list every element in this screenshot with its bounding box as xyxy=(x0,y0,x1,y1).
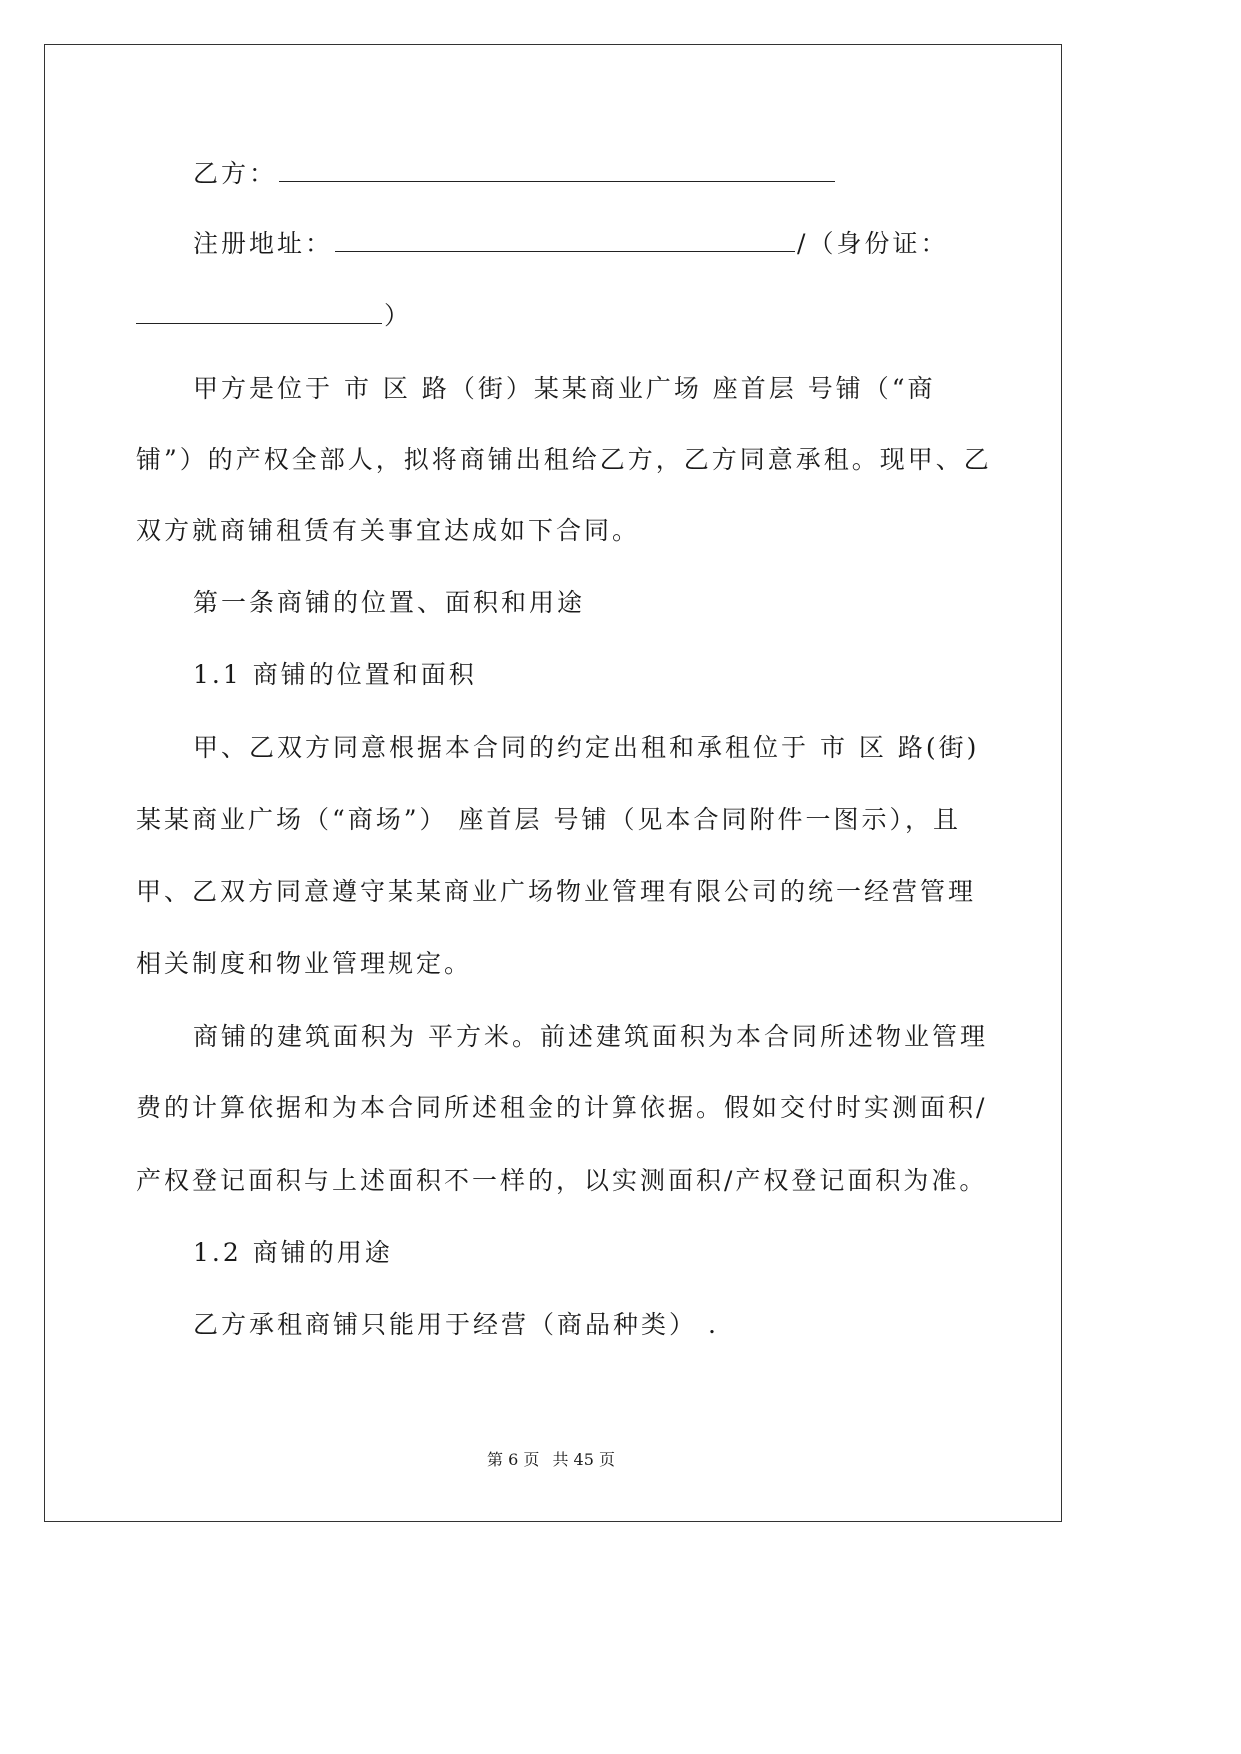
intro-line: 甲方是位于 市 区 路（街）某某商业广场 座首层 号铺（“商 xyxy=(193,374,936,403)
reg-address-label: 注册地址： xyxy=(193,229,334,258)
s11-para-line: 相关制度和物业管理规定。 xyxy=(136,949,473,978)
area-para-line: 产权登记面积与上述面积不一样的，以实测面积/产权登记面积为准。 xyxy=(136,1166,988,1195)
reg-address-line xyxy=(193,228,1033,260)
party-b-blank[interactable] xyxy=(279,159,835,182)
page-current: 第 6 页 xyxy=(487,1450,540,1469)
page-border xyxy=(44,44,1062,1522)
id-line xyxy=(136,300,976,332)
intro-line: 双方就商铺租赁有关事宜达成如下合同。 xyxy=(136,516,641,545)
section-1-2-title: 1.2 商铺的用途 xyxy=(193,1238,393,1267)
usage-line: 乙方承租商铺只能用于经营（商品种类） . xyxy=(193,1310,719,1339)
page-total: 共 45 页 xyxy=(552,1450,615,1469)
id-blank[interactable] xyxy=(136,301,382,324)
s11-para-line: 甲、乙双方同意根据本合同的约定出租和承租位于 市 区 路(街) xyxy=(193,733,980,762)
reg-address-blank[interactable] xyxy=(335,229,795,252)
intro-line: 铺”）的产权全部人，拟将商铺出租给乙方，乙方同意承租。现甲、乙 xyxy=(136,445,992,474)
s11-para-line: 某某商业广场（“商场”） 座首层 号铺（见本合同附件一图示），且 xyxy=(136,805,961,834)
area-para-line: 费的计算依据和为本合同所述租金的计算依据。假如交付时实测面积/ xyxy=(136,1093,988,1122)
section-1-1-title: 1.1 商铺的位置和面积 xyxy=(193,660,477,689)
id-close: ） xyxy=(384,301,413,330)
area-para-line: 商铺的建筑面积为 平方米。前述建筑面积为本合同所述物业管理 xyxy=(193,1022,988,1051)
id-separator: / xyxy=(797,229,809,258)
party-b-label: 乙方： xyxy=(193,159,278,188)
id-label: （身份证： xyxy=(808,229,949,258)
article-1-title: 第一条商铺的位置、面积和用途 xyxy=(193,588,586,617)
s11-para-line: 甲、乙双方同意遵守某某商业广场物业管理有限公司的统一经营管理 xyxy=(136,877,977,906)
party-b-line xyxy=(193,158,1033,190)
page-footer xyxy=(0,1450,1102,1470)
